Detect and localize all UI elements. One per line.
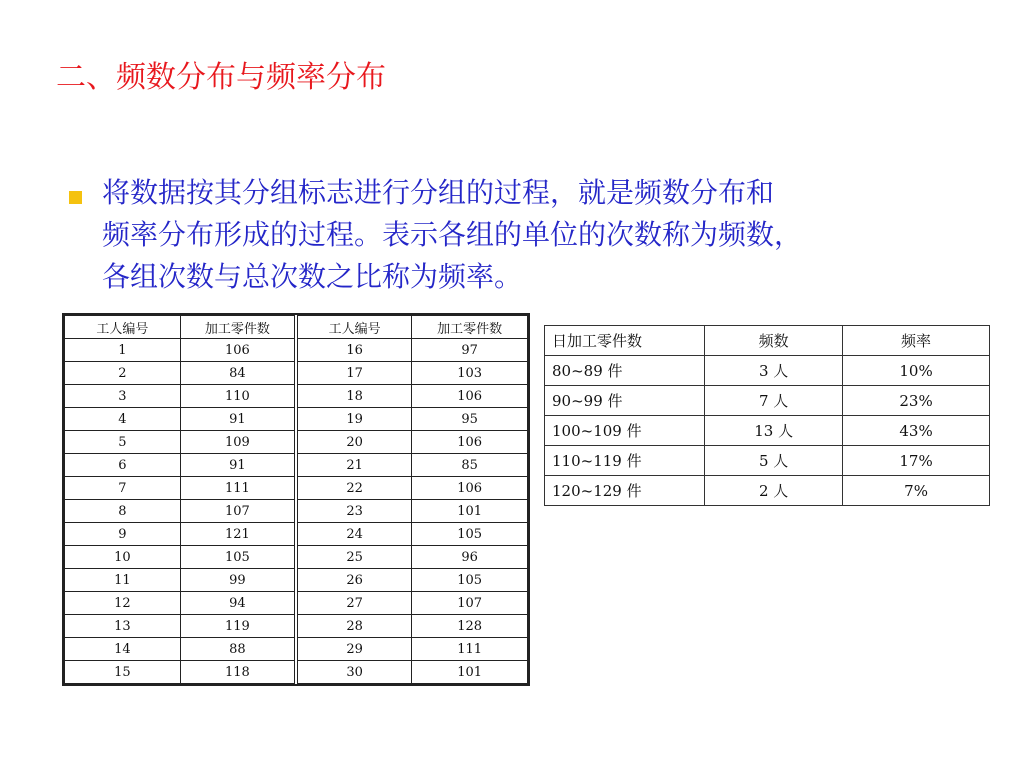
- bullet-square-icon: [69, 191, 82, 204]
- cell-parts-count: 94: [180, 592, 296, 615]
- bullet-line: 各组次数与总次数之比称为频率。: [102, 260, 523, 293]
- cell-parts-count: 95: [412, 408, 528, 431]
- cell-worker-id: 21: [296, 454, 412, 477]
- bullet-point: [66, 172, 946, 298]
- cell-worker-id: 26: [296, 569, 412, 592]
- cell-parts-count: 107: [412, 592, 528, 615]
- cell-parts-count: 101: [412, 500, 528, 523]
- cell-parts-count: 85: [412, 454, 528, 477]
- table-row: [545, 476, 990, 506]
- cell-range: 100~109 件: [545, 416, 705, 446]
- header-parts-count: 加工零件数: [180, 316, 296, 339]
- cell-parts-count: 110: [180, 385, 296, 408]
- cell-parts-count: 107: [180, 500, 296, 523]
- cell-rate: 7%: [843, 476, 990, 506]
- cell-worker-id: 24: [296, 523, 412, 546]
- cell-range: 90~99 件: [545, 386, 705, 416]
- cell-parts-count: 88: [180, 638, 296, 661]
- cell-parts-count: 84: [180, 362, 296, 385]
- freq-table-body: [545, 356, 990, 506]
- cell-count: 7 人: [705, 386, 843, 416]
- cell-parts-count: 119: [180, 615, 296, 638]
- cell-worker-id: 30: [296, 661, 412, 684]
- table-row: [65, 385, 528, 408]
- table-row: [65, 454, 528, 477]
- cell-parts-count: 128: [412, 615, 528, 638]
- cell-count: 2 人: [705, 476, 843, 506]
- cell-worker-id: 29: [296, 638, 412, 661]
- cell-parts-count: 91: [180, 408, 296, 431]
- raw-table-header-row: [65, 316, 528, 339]
- table-row: [65, 339, 528, 362]
- bullet-line: 将数据按其分组标志进行分组的过程，就是频数分布和: [102, 176, 775, 209]
- cell-parts-count: 118: [180, 661, 296, 684]
- cell-parts-count: 106: [180, 339, 296, 362]
- bullet-line: 频率分布形成的过程。表示各组的单位的次数称为频数，: [102, 218, 803, 251]
- raw-data-table: [62, 313, 530, 686]
- cell-parts-count: 105: [412, 569, 528, 592]
- cell-worker-id: 1: [65, 339, 181, 362]
- table-row: [65, 638, 528, 661]
- table-row: [65, 661, 528, 684]
- cell-worker-id: 20: [296, 431, 412, 454]
- cell-worker-id: 2: [65, 362, 181, 385]
- cell-worker-id: 11: [65, 569, 181, 592]
- header-daily-parts: 日加工零件数: [545, 326, 705, 356]
- cell-parts-count: 109: [180, 431, 296, 454]
- header-worker-id: 工人编号: [65, 316, 181, 339]
- cell-worker-id: 23: [296, 500, 412, 523]
- cell-parts-count: 99: [180, 569, 296, 592]
- table-row: [65, 569, 528, 592]
- table-row: [545, 446, 990, 476]
- cell-worker-id: 13: [65, 615, 181, 638]
- cell-range: 80~89 件: [545, 356, 705, 386]
- table-row: [65, 523, 528, 546]
- cell-worker-id: 8: [65, 500, 181, 523]
- cell-parts-count: 111: [412, 638, 528, 661]
- cell-parts-count: 121: [180, 523, 296, 546]
- cell-count: 5 人: [705, 446, 843, 476]
- raw-table-body: [65, 339, 528, 684]
- cell-parts-count: 105: [412, 523, 528, 546]
- cell-worker-id: 3: [65, 385, 181, 408]
- cell-range: 120~129 件: [545, 476, 705, 506]
- slide-title: 二、频数分布与频率分布: [56, 60, 386, 95]
- table-row: [545, 416, 990, 446]
- frequency-table: [544, 325, 990, 506]
- cell-worker-id: 5: [65, 431, 181, 454]
- cell-rate: 43%: [843, 416, 990, 446]
- cell-worker-id: 15: [65, 661, 181, 684]
- cell-parts-count: 111: [180, 477, 296, 500]
- cell-rate: 23%: [843, 386, 990, 416]
- header-worker-id: 工人编号: [296, 316, 412, 339]
- freq-table-header-row: [545, 326, 990, 356]
- cell-worker-id: 16: [296, 339, 412, 362]
- cell-parts-count: 97: [412, 339, 528, 362]
- cell-range: 110~119 件: [545, 446, 705, 476]
- cell-worker-id: 17: [296, 362, 412, 385]
- cell-count: 3 人: [705, 356, 843, 386]
- table-row: [65, 615, 528, 638]
- cell-worker-id: 9: [65, 523, 181, 546]
- cell-worker-id: 27: [296, 592, 412, 615]
- cell-parts-count: 106: [412, 385, 528, 408]
- header-parts-count: 加工零件数: [412, 316, 528, 339]
- cell-worker-id: 18: [296, 385, 412, 408]
- header-frequency-count: 频数: [705, 326, 843, 356]
- cell-parts-count: 91: [180, 454, 296, 477]
- table-row: [65, 408, 528, 431]
- cell-count: 13 人: [705, 416, 843, 446]
- cell-rate: 10%: [843, 356, 990, 386]
- cell-parts-count: 106: [412, 431, 528, 454]
- cell-worker-id: 10: [65, 546, 181, 569]
- table-row: [65, 546, 528, 569]
- cell-parts-count: 105: [180, 546, 296, 569]
- cell-worker-id: 25: [296, 546, 412, 569]
- header-frequency-rate: 频率: [843, 326, 990, 356]
- table-row: [65, 500, 528, 523]
- cell-worker-id: 7: [65, 477, 181, 500]
- table-row: [545, 356, 990, 386]
- table-row: [65, 477, 528, 500]
- cell-worker-id: 28: [296, 615, 412, 638]
- table-row: [65, 592, 528, 615]
- cell-worker-id: 22: [296, 477, 412, 500]
- cell-worker-id: 12: [65, 592, 181, 615]
- cell-worker-id: 19: [296, 408, 412, 431]
- cell-worker-id: 6: [65, 454, 181, 477]
- table-row: [545, 386, 990, 416]
- cell-parts-count: 103: [412, 362, 528, 385]
- bullet-text: [102, 172, 946, 298]
- cell-parts-count: 96: [412, 546, 528, 569]
- cell-worker-id: 4: [65, 408, 181, 431]
- table-row: [65, 431, 528, 454]
- table-row: [65, 362, 528, 385]
- cell-parts-count: 101: [412, 661, 528, 684]
- cell-parts-count: 106: [412, 477, 528, 500]
- cell-rate: 17%: [843, 446, 990, 476]
- cell-worker-id: 14: [65, 638, 181, 661]
